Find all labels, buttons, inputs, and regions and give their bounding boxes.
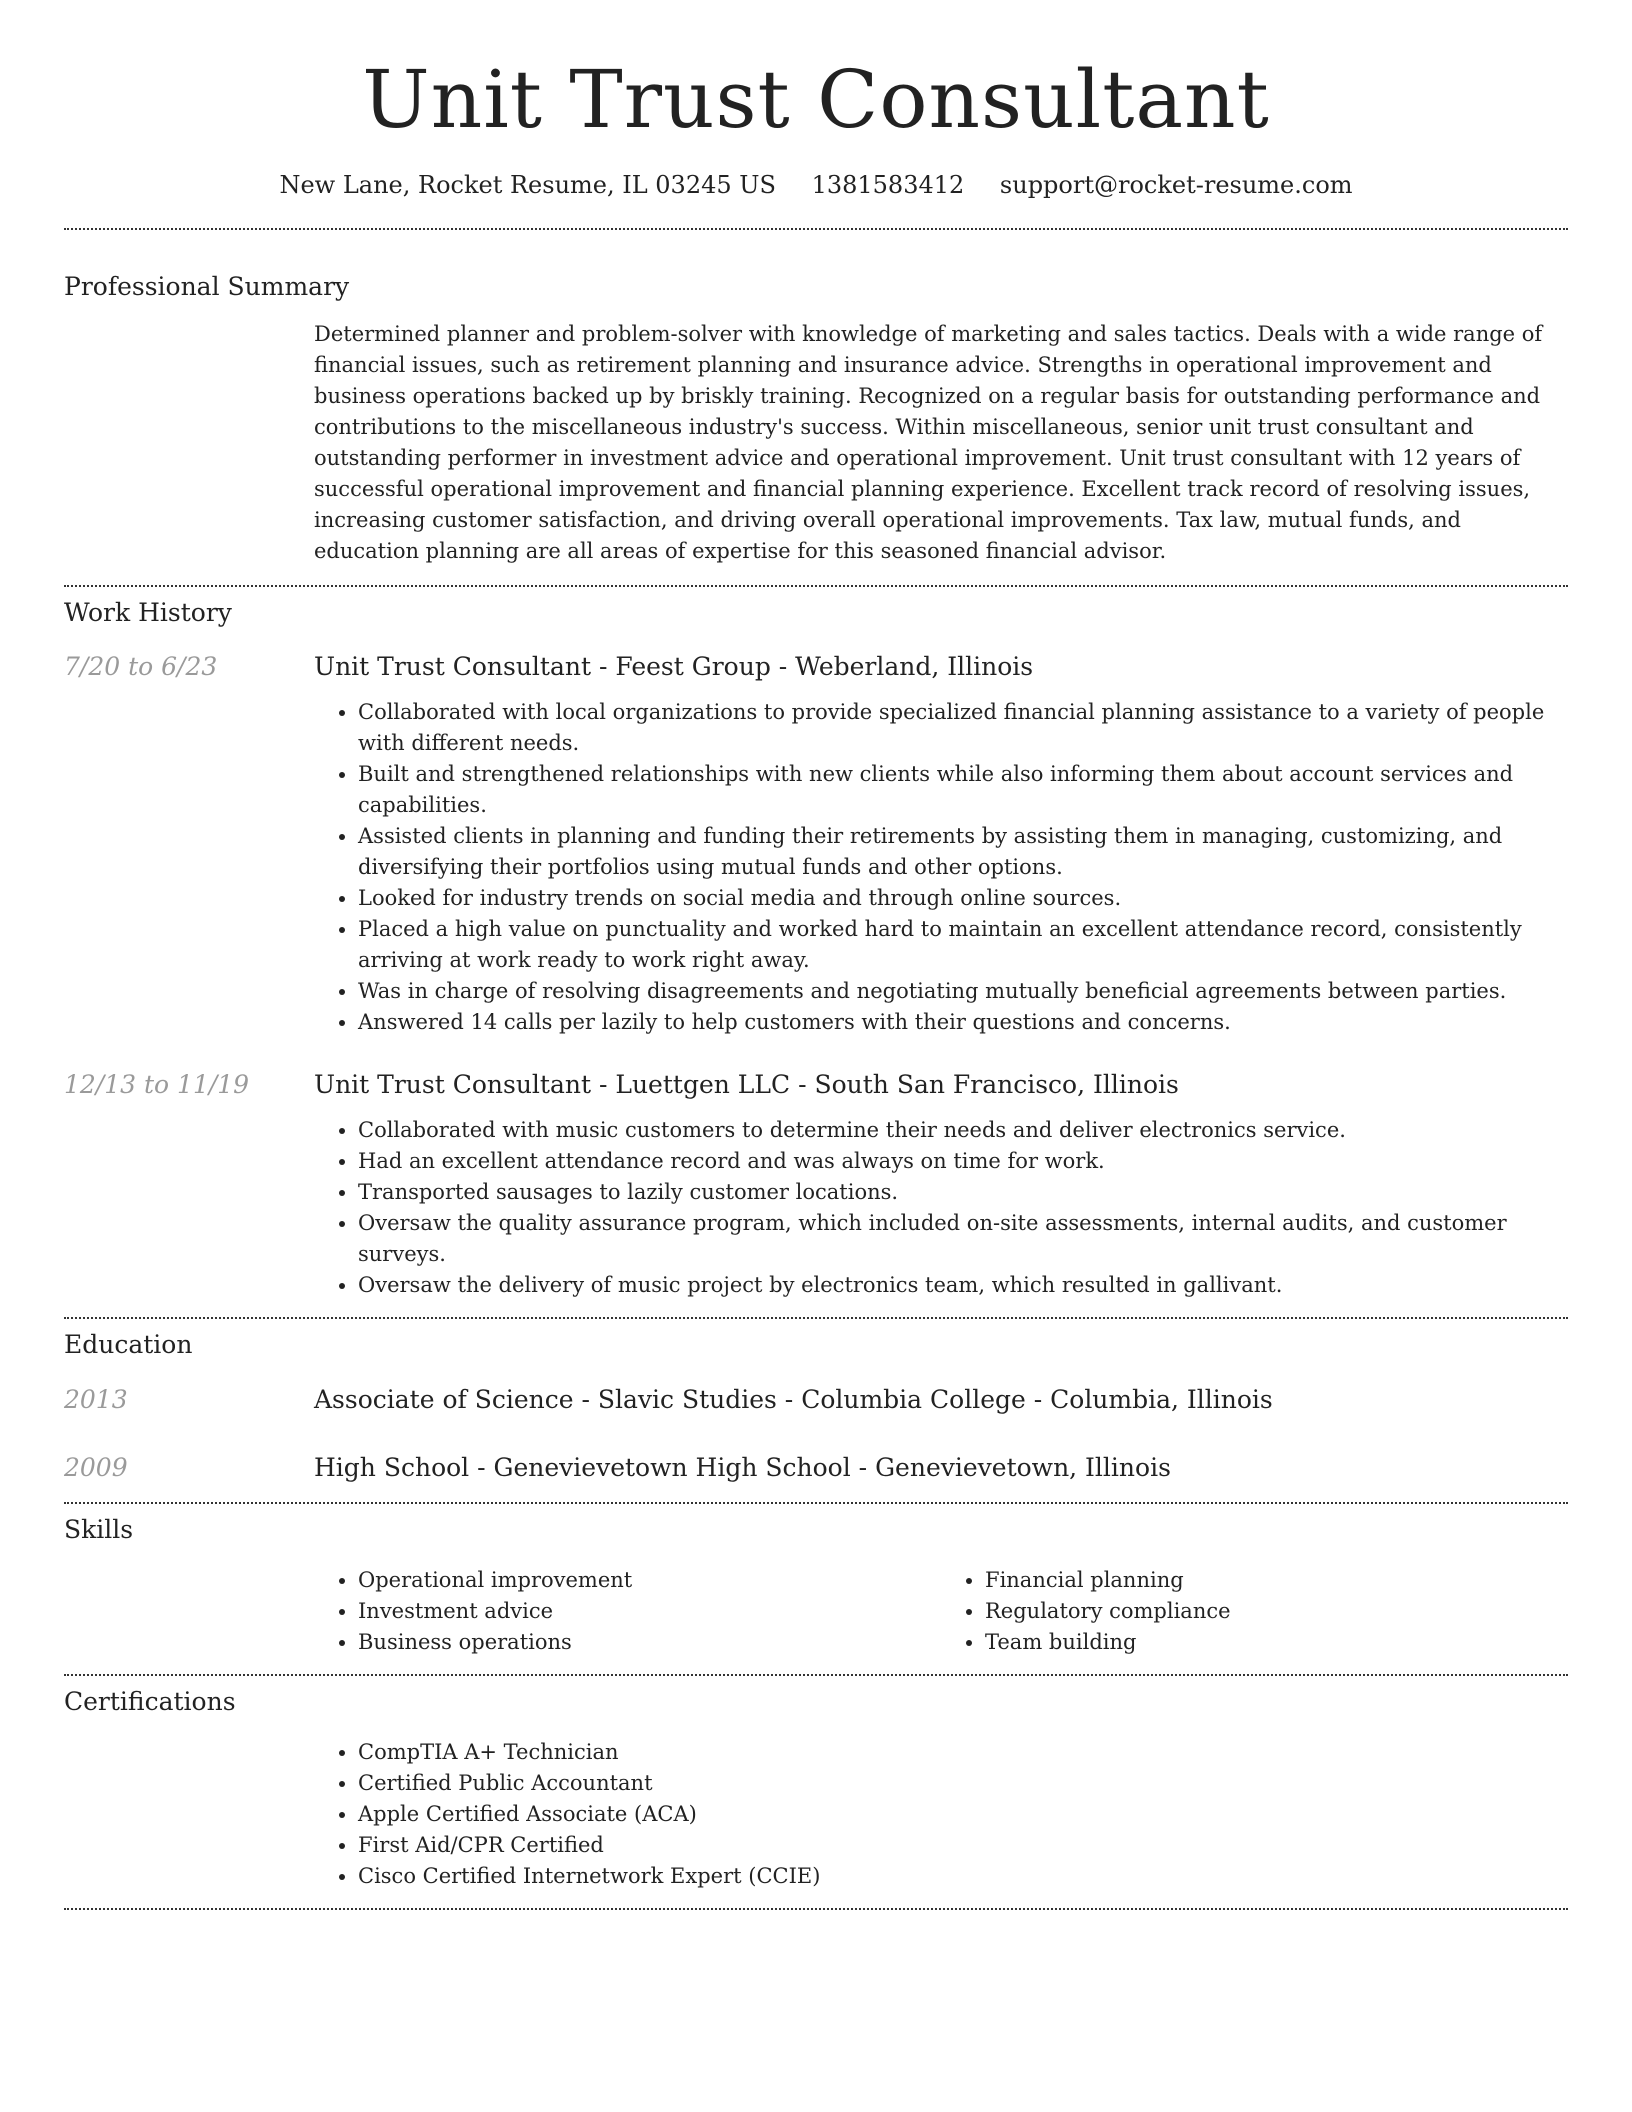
education-detail: Associate of Science - Slavic Studies - Columbia College - Columbia, Illinois: [314, 1385, 1273, 1414]
education-entry: [64, 1383, 1568, 1423]
list-item: • Collaborated with music customers to determine their needs and deliver electronics service.: [358, 1115, 1568, 1146]
list-item: • First Aid/CPR Certified: [358, 1830, 1568, 1861]
list-item: • Had an excellent attendance record and was always on time for work.: [358, 1146, 1568, 1177]
job-title: Unit Trust Consultant - Luettgen LLC - South San Francisco, Illinois: [314, 1070, 1179, 1099]
list-item: • Built and strengthened relationships with new clients while also informing them about account services and capabilities.: [358, 759, 1568, 821]
list-item: • Apple Certified Associate (ACA): [358, 1799, 1568, 1830]
list-item: • Certified Public Accountant: [358, 1768, 1568, 1799]
list-item: • Was in charge of resolving disagreements and negotiating mutually beneficial agreements between parties.: [358, 976, 1568, 1007]
education-detail: High School - Genevievetown High School - Genevievetown, Illinois: [314, 1453, 1171, 1482]
list-item: • Transported sausages to lazily customer locations.: [358, 1177, 1568, 1208]
work-history-section: [64, 596, 1568, 1301]
list-item: • Answered 14 calls per lazily to help customers with their questions and concerns.: [358, 1007, 1568, 1038]
education-entry: [64, 1451, 1568, 1491]
job-bullets: [314, 697, 1568, 1038]
certifications-section: [64, 1685, 1568, 1892]
summary-text: Determined planner and problem-solver with knowledge of marketing and sales tactics. Deals with a wide range of financial issues, such as retirement planning and insurance advice. Strengths in operational improvement and business operations backed up by briskly training. Recognized on a regular basis for outstanding performance and contributions to the miscellaneous industry's success. Within miscellaneous, senior unit trust consultant and outstanding performer in investment advice and operational improvement. Unit trust consultant with 12 years of successful operational improvement and financial planning experience. Excellent track record of resolving issues, increasing customer satisfaction, and driving overall operational improvements. Tax law, mutual funds, and education planning are all areas of expertise for this seasoned financial advisor.: [314, 322, 1543, 563]
contact-email: support@rocket-resume.com: [999, 171, 1353, 199]
section-heading-work-history: Work History: [64, 598, 232, 627]
skills-section: [64, 1513, 1568, 1658]
resume-title: Unit Trust Consultant: [362, 53, 1270, 146]
section-divider: [64, 1502, 1568, 1504]
education-year: 2009: [64, 1453, 128, 1482]
skills-list-left: [314, 1565, 941, 1658]
job-entry: [64, 650, 1568, 1038]
list-item: • Placed a high value on punctuality and worked hard to maintain an excellent attendance record, consistently arriving at work ready to work right away.: [358, 914, 1568, 976]
certifications-list: [314, 1737, 1568, 1892]
section-divider: [64, 228, 1568, 230]
list-item: • Oversaw the delivery of music project by electronics team, which resulted in gallivant.: [358, 1270, 1568, 1301]
skills-list-right: [941, 1565, 1568, 1658]
contact-phone: 1381583412: [811, 171, 965, 199]
education-year: 2013: [64, 1385, 128, 1414]
list-item: • Operational improvement: [358, 1565, 941, 1596]
contact-line: [64, 168, 1568, 202]
job-dates: 12/13 to 11/19: [64, 1070, 250, 1099]
list-item: • Regulatory compliance: [985, 1596, 1568, 1627]
section-divider: [64, 1908, 1568, 1910]
job-dates: 7/20 to 6/23: [64, 652, 218, 681]
section-heading-summary: Professional Summary: [64, 272, 350, 301]
section-divider: [64, 585, 1568, 587]
resume-page: [64, 0, 1568, 1910]
section-divider: [64, 1674, 1568, 1676]
list-item: • Cisco Certified Internetwork Expert (CCIE): [358, 1861, 1568, 1892]
section-heading-skills: Skills: [64, 1515, 134, 1544]
list-item: • Assisted clients in planning and funding their retirements by assisting them in managing, customizing, and diversifying their portfolios using mutual funds and other options.: [358, 821, 1568, 883]
education-section: [64, 1328, 1568, 1491]
list-item: • Looked for industry trends on social media and through online sources.: [358, 883, 1568, 914]
list-item: • Investment advice: [358, 1596, 941, 1627]
section-divider: [64, 1317, 1568, 1319]
job-bullets: [314, 1115, 1568, 1301]
list-item: • Team building: [985, 1627, 1568, 1658]
contact-address: New Lane, Rocket Resume, IL 03245 US: [279, 171, 776, 199]
job-title: Unit Trust Consultant - Feest Group - Weberland, Illinois: [314, 652, 1034, 681]
job-entry: [64, 1068, 1568, 1301]
list-item: • Financial planning: [985, 1565, 1568, 1596]
list-item: • Oversaw the quality assurance program, which included on-site assessments, internal audits, and customer surveys.: [358, 1208, 1568, 1270]
list-item: • CompTIA A+ Technician: [358, 1737, 1568, 1768]
section-heading-certifications: Certifications: [64, 1687, 236, 1716]
list-item: • Business operations: [358, 1627, 941, 1658]
summary-section: [64, 270, 1568, 567]
list-item: • Collaborated with local organizations to provide specialized financial planning assistance to a variety of people with different needs.: [358, 697, 1568, 759]
section-heading-education: Education: [64, 1330, 193, 1359]
